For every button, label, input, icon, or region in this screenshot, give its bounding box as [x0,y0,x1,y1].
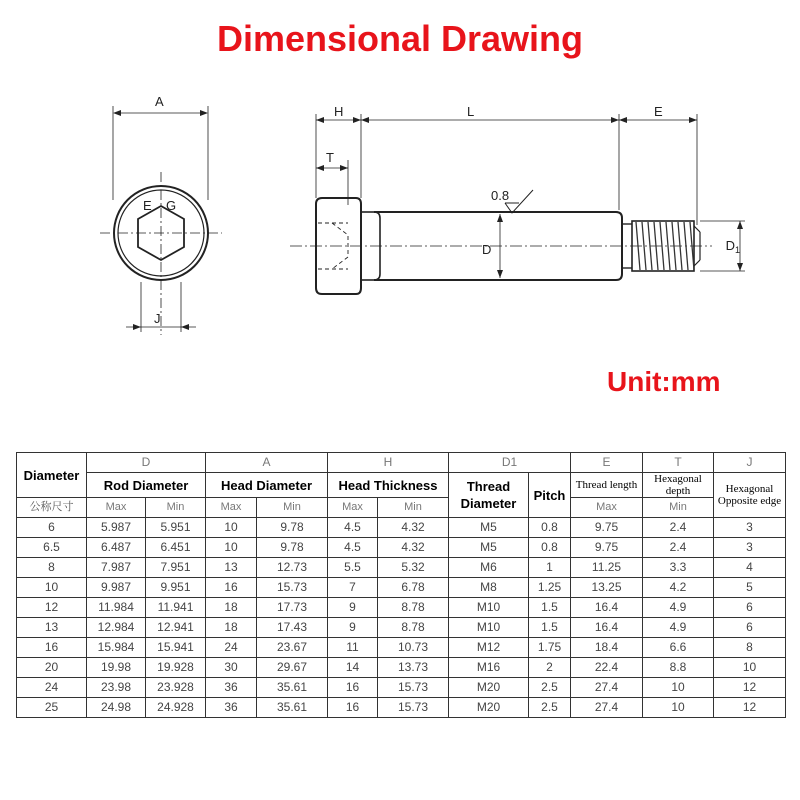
header-letter-a: A [206,453,328,473]
table-cell: 4.5 [328,538,378,558]
table-cell: 36 [206,678,257,698]
page-title: Dimensional Drawing [216,18,584,59]
table-cell: 16 [17,638,87,658]
table-cell: 9 [328,618,378,638]
table-cell: 8 [714,638,786,658]
table-cell: 23.98 [87,678,146,698]
table-cell: 13 [17,618,87,638]
table-cell: 8.8 [643,658,714,678]
table-cell: 18 [206,618,257,638]
table-cell: 12.984 [87,618,146,638]
table-cell: 9.75 [571,538,643,558]
sub-min: Min [378,498,449,518]
table-cell: 2 [529,658,571,678]
table-cell: 24.928 [146,698,206,718]
sub-min: Min [643,498,714,518]
table-cell: 35.61 [257,678,328,698]
table-cell: 35.61 [257,698,328,718]
table-cell: 6.487 [87,538,146,558]
sub-max: Max [206,498,257,518]
table-cell: 17.73 [257,598,328,618]
table-cell: 6.451 [146,538,206,558]
table-cell: 16 [328,678,378,698]
table-cell: 0.8 [529,538,571,558]
table-cell: 2.5 [529,678,571,698]
sub-max: Max [87,498,146,518]
table-cell: 15.73 [378,698,449,718]
label-a: A [155,94,164,109]
table-cell: 16.4 [571,598,643,618]
header-hex-depth: Hexagonal depth [643,473,714,498]
table-row [17,658,786,678]
table-cell: M5 [449,518,529,538]
table-cell: 18 [206,598,257,618]
table-cell: 16 [328,698,378,718]
table-cell: 5.951 [146,518,206,538]
header-rod-diameter: Rod Diameter [87,473,206,498]
table-cell: 10 [643,678,714,698]
table-body [17,518,786,718]
table-cell: 4 [714,558,786,578]
table-cell: M8 [449,578,529,598]
table-cell: 17.43 [257,618,328,638]
label-h: H [334,104,344,119]
header-thread-length: Thread length [571,473,643,498]
header-letter-d: D [87,453,206,473]
table-cell: 9.78 [257,518,328,538]
table-cell: 7.951 [146,558,206,578]
table-row [17,518,786,538]
table-cell: 9.951 [146,578,206,598]
table-cell: 11.25 [571,558,643,578]
table-row [17,698,786,718]
header-letter-t: T [643,453,714,473]
table-cell: M10 [449,618,529,638]
table-cell: M10 [449,598,529,618]
table-cell: 5.987 [87,518,146,538]
table-cell: 15.984 [87,638,146,658]
table-cell: 2.4 [643,538,714,558]
table-cell: 11.984 [87,598,146,618]
table-cell: 6.6 [643,638,714,658]
table-cell: 1.25 [529,578,571,598]
table-cell: 16 [206,578,257,598]
table-cell: 4.9 [643,618,714,638]
table-cell: M5 [449,538,529,558]
table-cell: 10 [17,578,87,598]
table-cell: M20 [449,678,529,698]
table-cell: 4.2 [643,578,714,598]
table-cell: 6 [714,598,786,618]
table-cell: 9.987 [87,578,146,598]
table-cell: 8 [17,558,87,578]
table-cell: 12 [17,598,87,618]
table-cell: 6 [714,618,786,638]
sub-max: Max [571,498,643,518]
table-cell: 4.5 [328,518,378,538]
header-head-diameter: Head Diameter [206,473,328,498]
table-cell: 13 [206,558,257,578]
table-cell: 23.67 [257,638,328,658]
table-cell: 19.928 [146,658,206,678]
header-head-thickness: Head Thickness [328,473,449,498]
table-cell: 18.4 [571,638,643,658]
table-cell: 5.32 [378,558,449,578]
table-cell: 9.75 [571,518,643,538]
label-g: G [166,198,177,213]
table-cell: 19.98 [87,658,146,678]
table-cell: 3 [714,518,786,538]
table-cell: 15.73 [257,578,328,598]
table-cell: 7 [328,578,378,598]
table-cell: 24 [206,638,257,658]
table-cell: 8.78 [378,598,449,618]
table-cell: 24 [17,678,87,698]
table-cell: M6 [449,558,529,578]
table-cell: 27.4 [571,698,643,718]
table-cell: 10 [206,518,257,538]
table-cell: M12 [449,638,529,658]
table-row [17,578,786,598]
table-cell: 14 [328,658,378,678]
table-cell: 0.8 [529,518,571,538]
spec-table [16,452,786,718]
table-cell: 1.5 [529,618,571,638]
table-cell: 13.73 [378,658,449,678]
sub-min: Min [257,498,328,518]
table-cell: 10 [643,698,714,718]
table-cell: 10 [714,658,786,678]
table-cell: 15.941 [146,638,206,658]
header-letter-j: J [714,453,786,473]
table-cell: 30 [206,658,257,678]
table-cell: 2.4 [643,518,714,538]
table-cell: 6.78 [378,578,449,598]
table-cell: 15.73 [378,678,449,698]
table-row [17,598,786,618]
table-cell: 16.4 [571,618,643,638]
unit-label: Unit:mm [607,366,721,397]
header-thread-diameter: Thread Diameter [449,473,529,518]
header-letter-h: H [328,453,449,473]
table-row [17,558,786,578]
header-letter-d1: D1 [449,453,571,473]
table-cell: 7.987 [87,558,146,578]
header-pitch: Pitch [529,473,571,518]
label-t: T [326,150,334,165]
table-cell: 9.78 [257,538,328,558]
label-l: L [467,104,475,119]
sub-min: Min [146,498,206,518]
table-cell: 12 [714,678,786,698]
table-cell: 11 [328,638,378,658]
table-cell: 1.75 [529,638,571,658]
header-diameter: Diameter [17,453,87,498]
table-cell: 4.32 [378,538,449,558]
table-cell: 8.78 [378,618,449,638]
table-cell: 23.928 [146,678,206,698]
table-cell: 5 [714,578,786,598]
header-nominal-size: 公称尺寸 [17,498,87,518]
table-cell: 24.98 [87,698,146,718]
table-cell: 5.5 [328,558,378,578]
table-cell: 9 [328,598,378,618]
table-cell: 12.941 [146,618,206,638]
label-d1: $D_1$ [725,238,740,255]
table-cell: 13.25 [571,578,643,598]
table-row [17,538,786,558]
table-cell: M16 [449,658,529,678]
table-cell: M20 [449,698,529,718]
header-hex-opposite-edge: Hexagonal Opposite edge [714,473,786,518]
table-cell: 3.3 [643,558,714,578]
table-cell: 6.5 [17,538,87,558]
table-cell: 4.9 [643,598,714,618]
sub-max: Max [328,498,378,518]
table-row [17,638,786,658]
label-e-length: E [654,104,663,119]
table-cell: 11.941 [146,598,206,618]
label-d: D [482,242,492,257]
table-cell: 27.4 [571,678,643,698]
label-j: J [154,311,161,326]
table-cell: 29.67 [257,658,328,678]
table-row [17,678,786,698]
table-cell: 3 [714,538,786,558]
table-cell: 36 [206,698,257,718]
table-cell: 12 [714,698,786,718]
table-cell: 2.5 [529,698,571,718]
table-cell: 1 [529,558,571,578]
label-roughness: 0.8 [491,188,510,203]
table-cell: 10 [206,538,257,558]
table-cell: 6 [17,518,87,538]
table-cell: 22.4 [571,658,643,678]
table-cell: 25 [17,698,87,718]
table-cell: 20 [17,658,87,678]
header-letter-e: E [571,453,643,473]
table-cell: 10.73 [378,638,449,658]
table-cell: 1.5 [529,598,571,618]
table-cell: 12.73 [257,558,328,578]
table-row [17,618,786,638]
table-cell: 4.32 [378,518,449,538]
label-e: E [143,198,152,213]
